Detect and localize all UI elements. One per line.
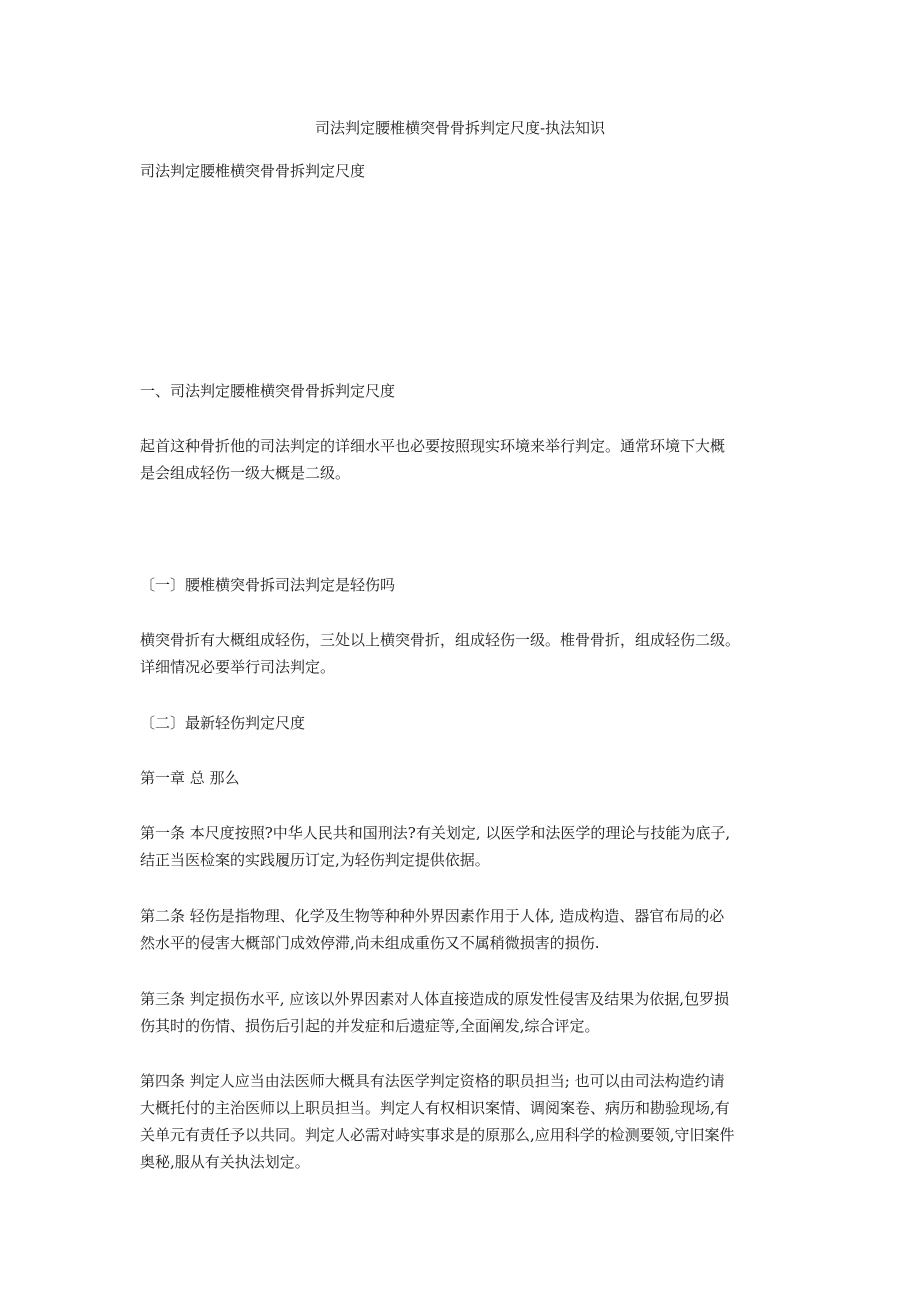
text-line: 结正当医检案的实践履历订定,为轻伤判定提供依据。 xyxy=(140,851,490,869)
text-line: 第一条 本尺度按照?中华人民共和国刑法?有关划定, 以医学和法医学的理论与技能为底子, xyxy=(140,824,731,842)
text-line: 第四条 判定人应当由法医师大概具有法医学判定资格的职员担当; 也可以由司法构造约请 xyxy=(140,1072,725,1090)
sub-2-heading: 〔二〕最新轻伤判定尺度 xyxy=(140,714,306,732)
section-1-body xyxy=(140,433,790,487)
sub-1-heading: 〔一〕腰椎横突骨拆司法判定是轻伤吗 xyxy=(140,576,396,594)
text-line: 伤其时的伤情、损伤后引起的并发症和后遗症等,全面阐发,综合评定。 xyxy=(140,1017,600,1035)
article-4 xyxy=(140,1068,790,1176)
text-line: 起首这种骨折他的司法判定的详细水平也必要按照现实环境来举行判定。通常环境下大概 xyxy=(140,437,726,455)
section-1-heading: 一、司法判定腰椎横突骨骨拆判定尺度 xyxy=(140,382,396,400)
article-3 xyxy=(140,986,790,1040)
text-line: 是会组成轻伤一级大概是二级。 xyxy=(140,464,351,482)
sub-1-body xyxy=(140,627,790,681)
text-line: 然水平的侵害大概部门成效停滞,尚未组成重伤又不属稍微损害的损伤. xyxy=(140,934,600,952)
text-line: 详细情况必要举行司法判定。 xyxy=(140,658,336,676)
article-2 xyxy=(140,903,790,957)
text-line: 奥秘,服从有关执法划定。 xyxy=(140,1153,310,1171)
text-line: 关单元有责任予以共同。判定人必需对峙实事求是的原那么,应用科学的检测要领,守旧案件 xyxy=(140,1126,735,1144)
article-1 xyxy=(140,820,790,874)
chapter-1-heading: 第一章 总 那么 xyxy=(140,769,240,787)
text-line: 第三条 判定损伤水平, 应该以外界因素对人体直接造成的原发性侵害及结果为依据,包罗损 xyxy=(140,990,730,1008)
text-line: 横突骨折有大概组成轻伤，三处以上横突骨折，组成轻伤一级。椎骨骨折，组成轻伤二级。 xyxy=(140,631,741,649)
text-line: 第二条 轻伤是指物理、化学及生物等种种外界因素作用于人体, 造成构造、器官布局的必 xyxy=(140,907,725,925)
document-title: 司法判定腰椎横突骨骨拆判定尺度-执法知识 xyxy=(314,119,606,137)
text-line: 大概托付的主治医师以上职员担当。判定人有权相识案情、调阅案卷、病历和勘验现场,有 xyxy=(140,1099,730,1117)
document-subtitle: 司法判定腰椎横突骨骨拆判定尺度 xyxy=(140,162,366,180)
